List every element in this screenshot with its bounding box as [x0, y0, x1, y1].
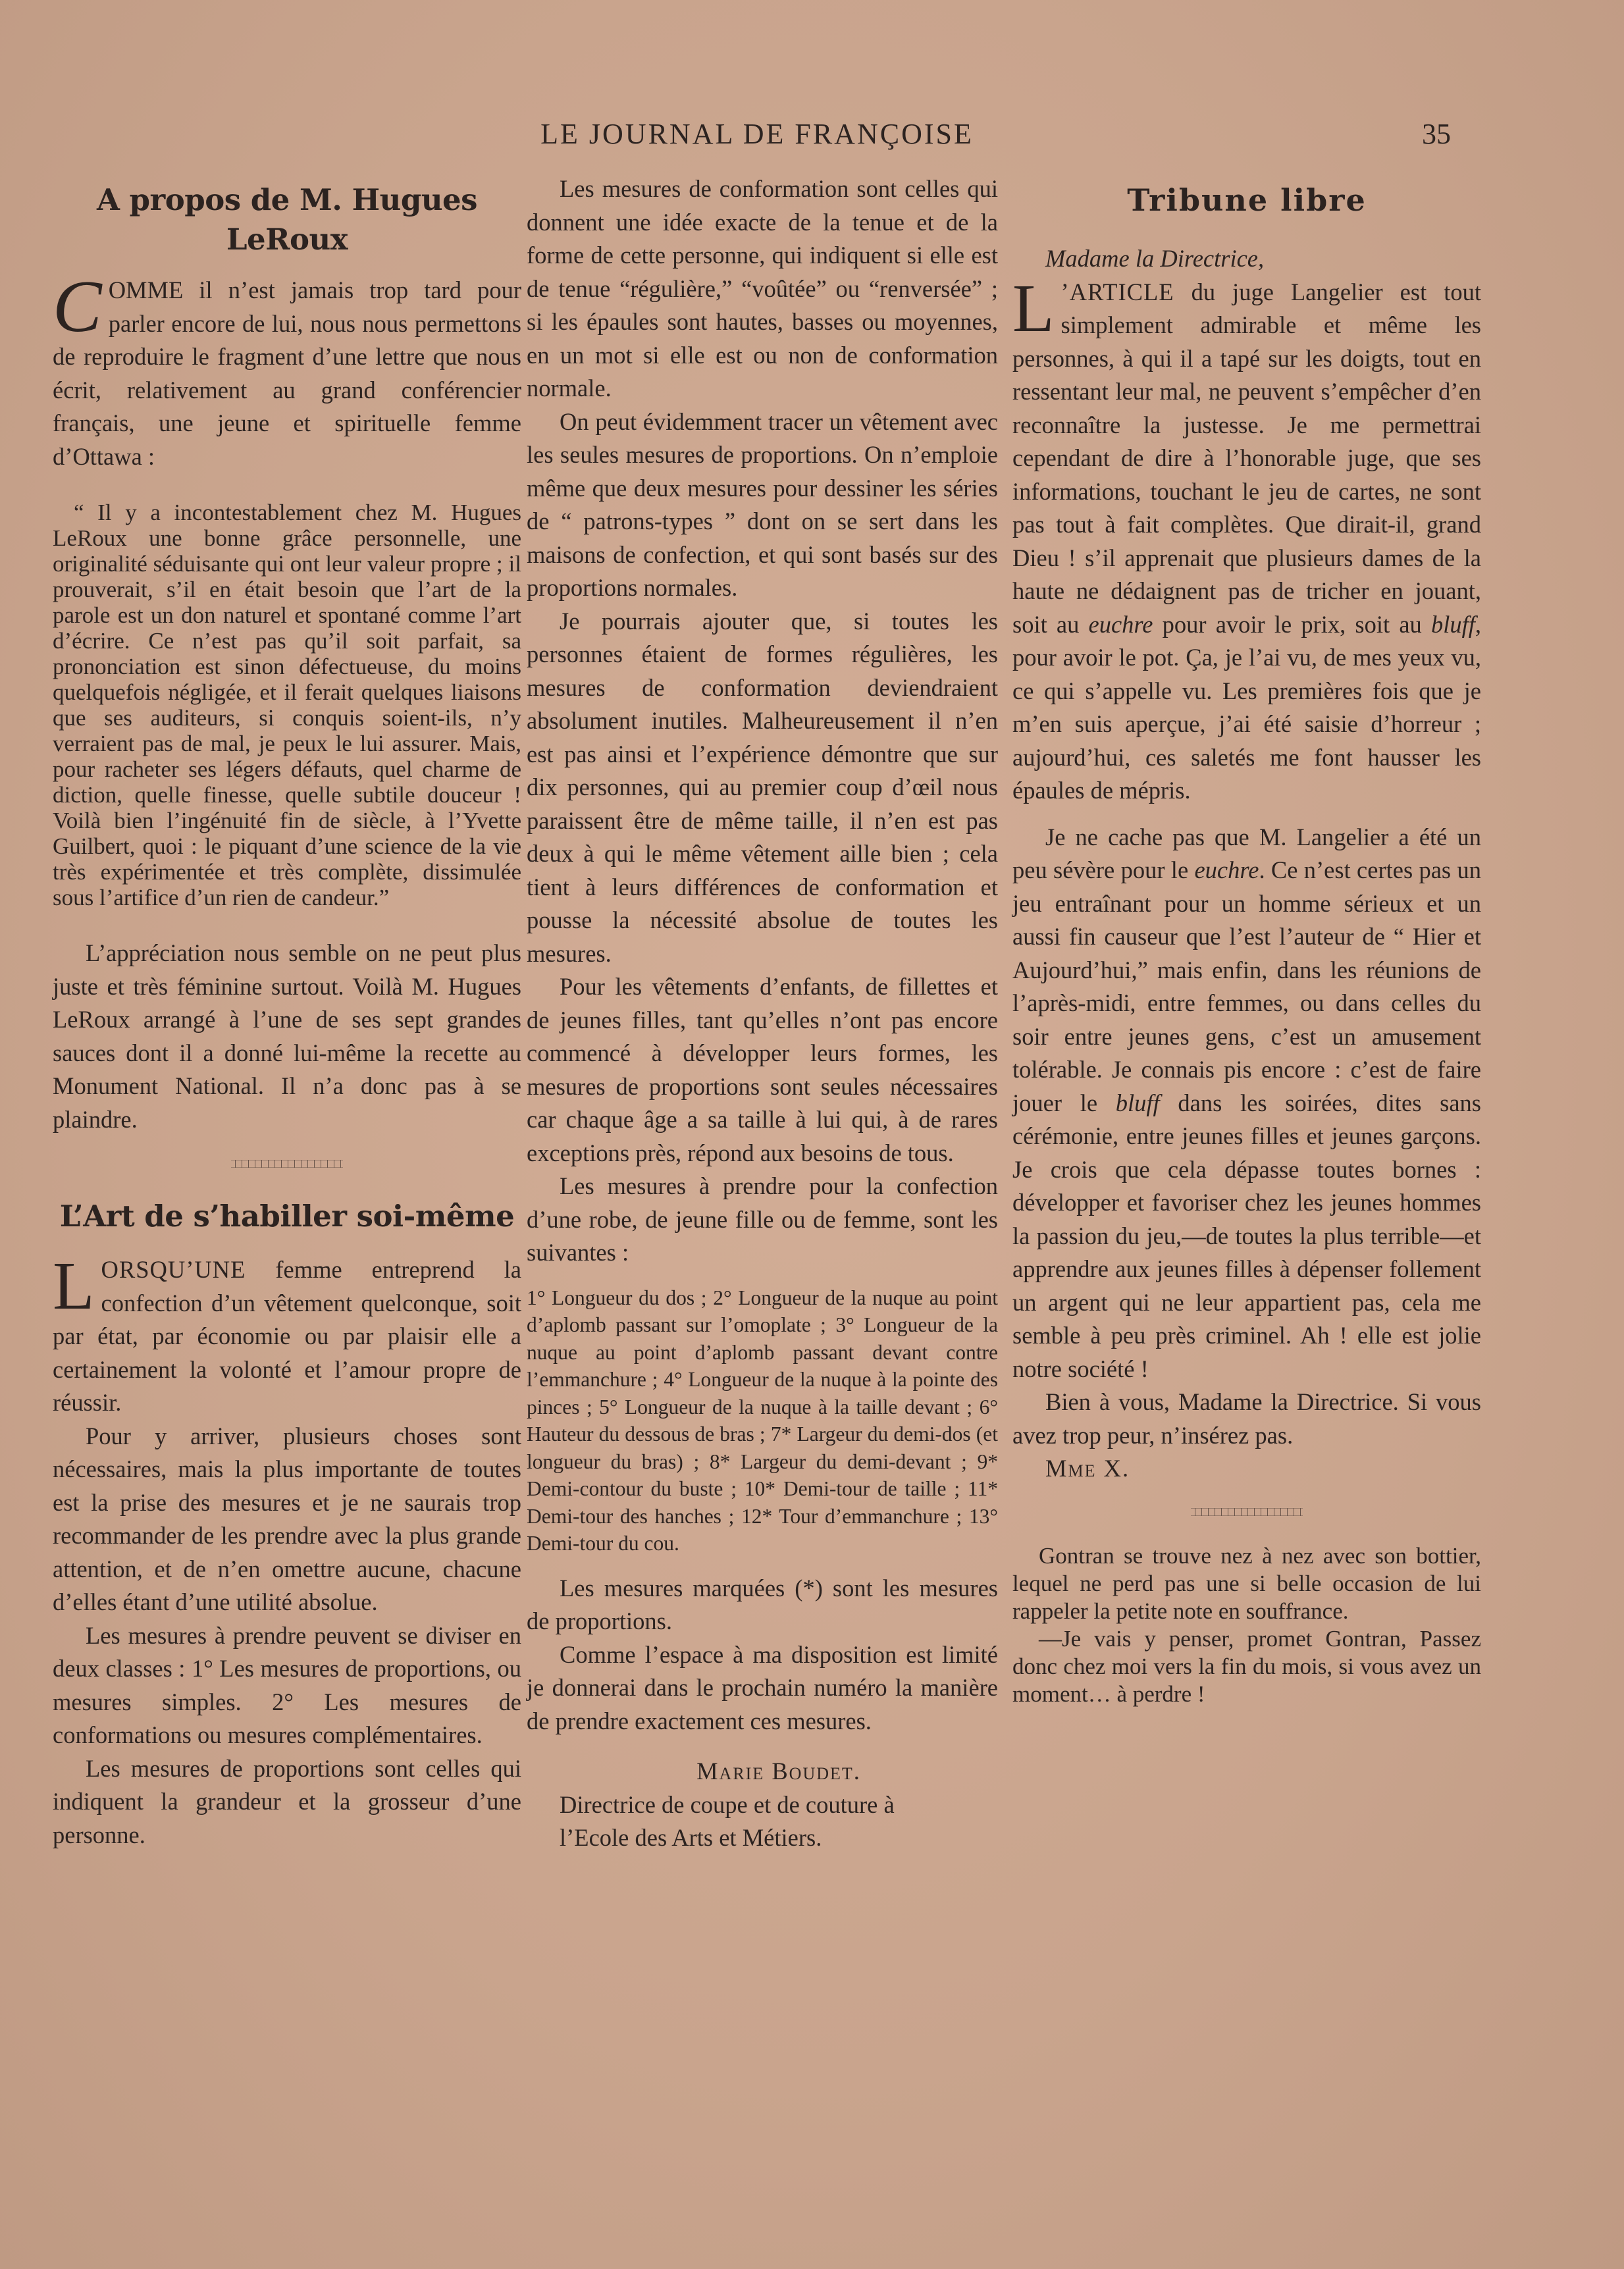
- tribune-p2-euchre: euchre: [1194, 856, 1259, 883]
- article-title-leroux: A propos de M. Hugues LeRoux: [96, 182, 478, 257]
- right-column: [1012, 172, 1481, 1708]
- signature-marie-boudet: Marie Boudet.: [696, 1758, 861, 1785]
- habiller-intro-text: femme entreprend la confection d’un vêtement quelconque, soit par état, par économie ou par plaisir elle a certainement la volonté et l’amour propre de réussir.: [53, 1256, 521, 1416]
- leroux-quote: “ Il y a incontestablement chez M. Hugues LeRoux une bonne grâce personnelle, une originalité séduisante qui ont leur valeur propre ; il prouverait, s’il en était besoin que l’art de la parole est un don naturel et spontané comme l’art d’écrire. Ce n’est pas qu’il soit parfait, sa prononciation est sinon défectueuse, du moins quelquefois négligée, et il ferait quelques liaisons que ses auditeurs, si conquis soient-ils, n’y verraient pas de mal, je peux le lui assurer. Mais, pour racheter ses légers défauts, quel charme de diction, quelle finesse, quelle subtile douceur ! Voilà bien l’ingénuité fin de siècle, à l’Yvette Guilbert, quoi : le piquant d’une science de la vie très expérimentée et très complète, dissimulée sous l’artifice d’un rien de candeur.”: [53, 500, 521, 910]
- page-number: 35: [1422, 118, 1451, 150]
- anecdote-paragraph-1: Gontran se trouve nez à nez avec son bottier, lequel ne perd pas une si belle occasion de lui rappeler la petite note en souffrance.: [1012, 1542, 1481, 1624]
- tribune-p1-euchre: euchre: [1088, 610, 1153, 638]
- habiller-paragraph-2: Pour y arriver, plusieurs choses sont nécessaires, mais la plus importante de toutes est la prise des mesures et je ne saurais trop recommander de les prendre avec la plus grande attention, et de n’en omettre aucune, chacune d’elles étant d’une utilité absolue.: [53, 1422, 521, 1615]
- measurements-list: 1° Longueur du dos ; 2° Longueur de la nuque au point d’aplomb passant sur l’omoplate ; 3° Longueur de la nuque au point d’aplomb passant devant contre l’emmanchure ; 4° Longueur de la nuque à la pointe des pinces ; 5° Longueur de la nuque à la taille devant ; 6° Hauteur du dessous de bras ; 7* Largeur du demi-dos (et longueur du bras) ; 8* Largeur du demi-devant ; 9* Demi-contour du buste ; 10* Demi-tour de taille ; 11* Demi-tour des hanches ; 12* Tour d’emmanchure ; 13° Demi-tour du cou.: [527, 1286, 998, 1555]
- ornamental-divider-right: [1191, 1508, 1303, 1516]
- tribune-p1-a: du juge Langelier est tout simplement admirable et même les personnes, à qui il a tapé sur les doigts, tout en ressentant leur mal, ne peuvent s’empêcher d’en reconnaître la justesse. Je me permettrai cependant de dire à l’honorable juge, que ses informations, touchant le jeu de cartes, ne sont pas tout à fait complètes. Que dirait-il, grand Dieu ! s’il apprenait que plusieurs dames de la haute ne dédaignent pas de tricher en jouant, soit au: [1012, 278, 1481, 638]
- left-column: [53, 172, 521, 1852]
- signature-credit-line-1: Directrice de coupe et de couture à: [560, 1790, 895, 1818]
- mid-paragraph-2: On peut évidemment tracer un vêtement avec les seules mesures de proportions. On n’emploie même que deux mesures pour dessiner les séries de “ patrons-types ” dont on se sert dans les maisons de confection, et qui sont basés sur des proportions normales.: [527, 407, 998, 601]
- leroux-intro: [53, 266, 521, 473]
- leroux-intro-text: OMME il n’est jamais trop tard pour parler encore de lui, nous nous permettons de reproduire le fragment d’une lettre que nous écrit, relativement au grand conférencier français, une jeune et spirituelle femme d’Ottawa :: [53, 276, 521, 470]
- article-title-tribune: Tribune libre: [1127, 182, 1367, 218]
- drop-cap-l: L: [53, 1248, 95, 1324]
- tribune-p1-bluff: bluff: [1430, 610, 1475, 638]
- tribune-p2-c: dans les soirées, dites sans cérémonie, entre jeunes filles et jeunes garçons. Je crois que cela dépasse toutes bornes : développer et favoriser chez les jeunes hommes la passion du jeu,—de toutes la plus terrible—et apprendre aux jeunes filles à dépenser follement un argent qui ne leur appartient pas, cela me semble à peu près criminel. Ah ! elle est jolie notre société !: [1012, 1089, 1481, 1382]
- drop-cap-c: C: [53, 266, 102, 348]
- tribune-p2-a: Je ne cache pas que M. Langelier a été un peu sévère pour le: [1012, 823, 1481, 883]
- habiller-lead-caps: ORSQU’UNE: [101, 1256, 246, 1283]
- tribune-paragraph-1: [1012, 270, 1481, 808]
- leroux-closing: L’appréciation nous semble on ne peut plus juste et très féminine surtout. Voilà M. Hugues LeRoux arrangé à l’une de ses sept grandes sauces dont il a donné lui-même la recette au Monument National. Il n’a donc pas à se plaindre.: [53, 939, 521, 1133]
- tribune-paragraph-3: Bien à vous, Madame la Directrice. Si vous avez trop peur, n’insérez pas.: [1012, 1388, 1481, 1449]
- tribune-lead-caps: ’ARTICLE: [1061, 278, 1174, 305]
- mid-paragraph-3: Je pourrais ajouter que, si toutes les personnes étaient de formes régulières, les mesures de conformation deviendraient absolument inutiles. Malheureusement il n’en est pas ainsi et l’expérience démontre que sur dix personnes, qui au premier coup d’œil nous paraissent être de même taille, il n’en est pas deux à qui le même vêtement aille bien ; cela tient à leurs différences de conformation et pousse la nécessité absolue de toutes les mesures.: [527, 607, 998, 967]
- anecdote-paragraph-2: —Je vais y penser, promet Gontran, Passez donc chez moi vers la fin du mois, si vous avez un moment… à perdre !: [1012, 1625, 1481, 1707]
- drop-cap-l-tribune: L: [1012, 270, 1055, 346]
- mid-paragraph-5: Les mesures à prendre pour la confection d’une robe, de jeune fille ou de femme, sont les suivantes :: [527, 1172, 998, 1266]
- page-header: [0, 117, 1624, 163]
- tribune-paragraph-2: [1012, 821, 1481, 1386]
- mid-paragraph-6: Les mesures marquées (*) sont les mesures de proportions.: [527, 1574, 998, 1634]
- habiller-paragraph-3: Les mesures à prendre peuvent se diviser en deux classes : 1° Les mesures de proportions, ou mesures simples. 2° Les mesures de conformations ou mesures complémentaires.: [53, 1621, 521, 1748]
- mid-paragraph-4: Pour les vêtements d’enfants, de fillettes et de jeunes filles, tant qu’elles n’ont pas encore commencé à développer leurs formes, les mesures de proportions sont seules nécessaires car chaque âge a sa taille à lui qui, à de rares exceptions près, répond aux besoins de tous.: [527, 973, 998, 1166]
- tribune-p2-b: . Ce n’est certes pas un jeu entraînant pour un homme sérieux et un aussi fin causeur que l’est l’auteur de “ Hier et Aujourd’hui,” mais enfin, dans les réunions de l’après-midi, entre femmes, ou dans celles du soir entre jeunes gens, c’est un amusement tolérable. Je connais pis encore : c’est de faire jouer le: [1012, 856, 1481, 1116]
- tribune-p1-c: , pour avoir le pot. Ça, je l’ai vu, de mes yeux vu, ce qui s’appelle vu. Les premières fois que je m’en suis aperçue, j’ai été saisie d’horreur ; aujourd’hui, ces saletés me font hausser les épaules de mépris.: [1012, 610, 1481, 804]
- mid-paragraph-1: Les mesures de conformation sont celles qui donnent une idée exacte de la tenue et de la forme de cette personne, qui indiquent si elle est de tenue “régulière,” “voûtée” ou “renversée” ; si les épaules sont hautes, basses ou moyennes, en un mot si elle est ou non de conformation normale.: [527, 175, 998, 402]
- ornamental-divider: [231, 1160, 343, 1168]
- signature-credit-line-2: l’Ecole des Arts et Métiers.: [560, 1824, 822, 1851]
- middle-column: [527, 172, 998, 1855]
- tribune-p2-bluff: bluff: [1115, 1089, 1160, 1116]
- article-title-habiller: L’Art de s’habiller soi-même: [59, 1199, 515, 1234]
- signature-mme-x: Mme X.: [1045, 1455, 1130, 1482]
- tribune-p1-b: pour avoir le prix, soit au: [1153, 610, 1431, 638]
- mid-paragraph-7: Comme l’espace à ma disposition est limité je donnerai dans le prochain numéro la manière de prendre exactement ces mesures.: [527, 1640, 998, 1734]
- salutation: Madame la Directrice,: [1045, 245, 1265, 272]
- habiller-intro: [53, 1248, 521, 1420]
- running-title: LE JOURNAL DE FRANÇOISE: [540, 118, 974, 150]
- habiller-paragraph-4: Les mesures de proportions sont celles qui indiquent la grandeur et la grosseur d’une personne.: [53, 1754, 521, 1848]
